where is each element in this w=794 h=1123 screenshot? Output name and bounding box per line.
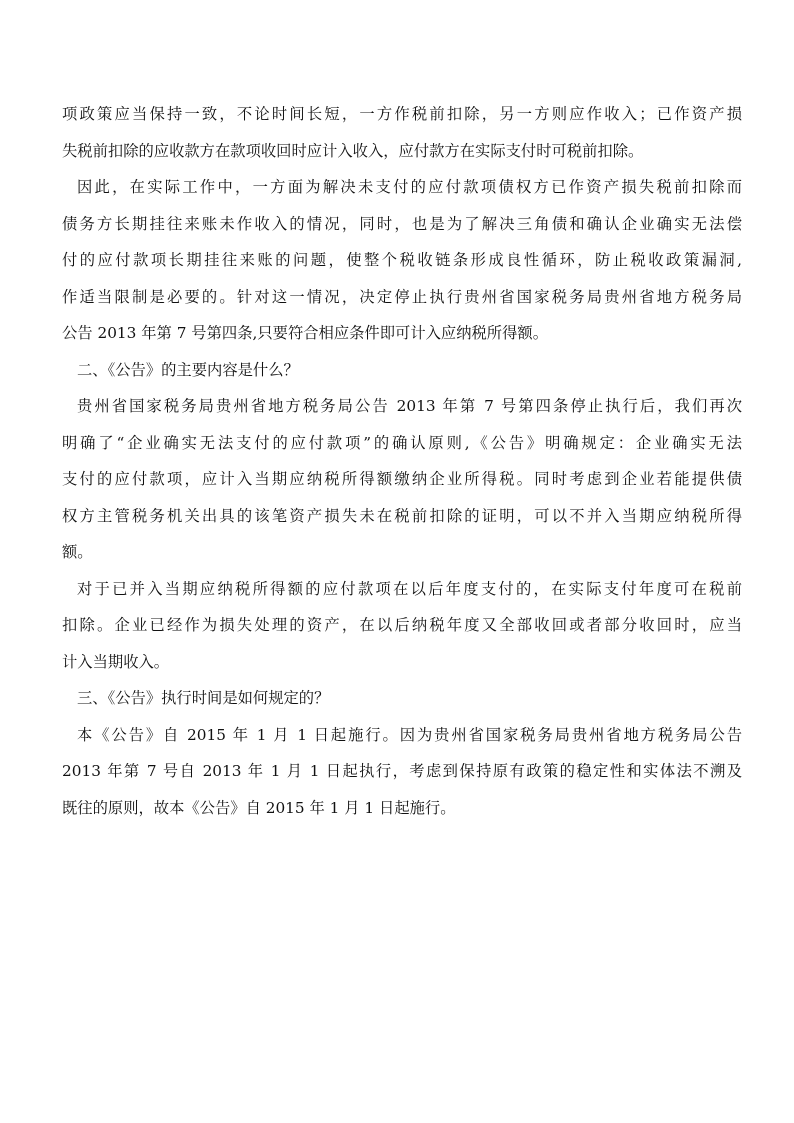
text-line: 扣除。企业已经作为损失处理的资产，在以后纳税年度又全部收回或者部分收回时，应当 (62, 616, 742, 634)
text-line: 既往的原则，故本《公告》自 2015 年 1 月 1 日起施行。 (62, 798, 456, 817)
section-heading: 三、《公告》执行时间是如何规定的？ (77, 689, 330, 707)
text-line: 对于已并入当期应纳税所得额的应付款项在以后年度支付的，在实际支付年度可在税前 (77, 579, 742, 598)
text-line: 因此，在实际工作中，一方面为解决未支付的应付款项债权方已作资产损失税前扣除而 (77, 178, 742, 196)
text-line: 权方主管税务机关出具的该笔资产损失未在税前扣除的证明，可以不并入当期应纳税所得 (62, 506, 742, 525)
text-line: 本《公告》自 2015 年 1 月 1 日起施行。因为贵州省国家税务局贵州省地方税务局公告 (77, 725, 742, 744)
text-line: 项政策应当保持一致，不论时间长短，一方作税前扣除，另一方则应作收入；已作资产损 (62, 105, 742, 123)
text-line: 作适当限制是必要的。针对这一情况，决定停止执行贵州省国家税务局贵州省地方税务局 (62, 287, 742, 306)
text-line: 付的应付款项长期挂往来账的问题，使整个税收链条形成良性循环，防止税收政策漏洞, (62, 251, 742, 269)
text-line: 债务方长期挂往来账未作收入的情况，同时，也是为了解决三角债和确认企业确实无法偿 (62, 214, 742, 233)
text-line: 明确了“企业确实无法支付的应付款项”的确认原则,《公告》明确规定：企业确实无法 (62, 433, 742, 452)
text-line: 公告 2013 年第 7 号第四条,只要符合相应条件即可计入应纳税所得额。 (62, 324, 548, 342)
text-line: 2013 年第 7 号自 2013 年 1 月 1 日起执行，考虑到保持原有政策的稳定性和实体法不溯及 (62, 762, 742, 780)
text-line: 额。 (62, 543, 93, 561)
text-line: 支付的应付款项，应计入当期应纳税所得额缴纳企业所得税。同时考虑到企业若能提供债 (62, 470, 742, 488)
text-line: 计入当期收入。 (62, 652, 170, 671)
document-body (62, 96, 742, 826)
text-line: 失税前扣除的应收款方在款项收回时应计入收入，应付款方在实际支付时可税前扣除。 (62, 141, 644, 160)
text-line: 贵州省国家税务局贵州省地方税务局公告 2013 年第 7 号第四条停止执行后，我们再次 (77, 397, 742, 415)
section-heading: 二、《公告》的主要内容是什么？ (77, 360, 299, 379)
